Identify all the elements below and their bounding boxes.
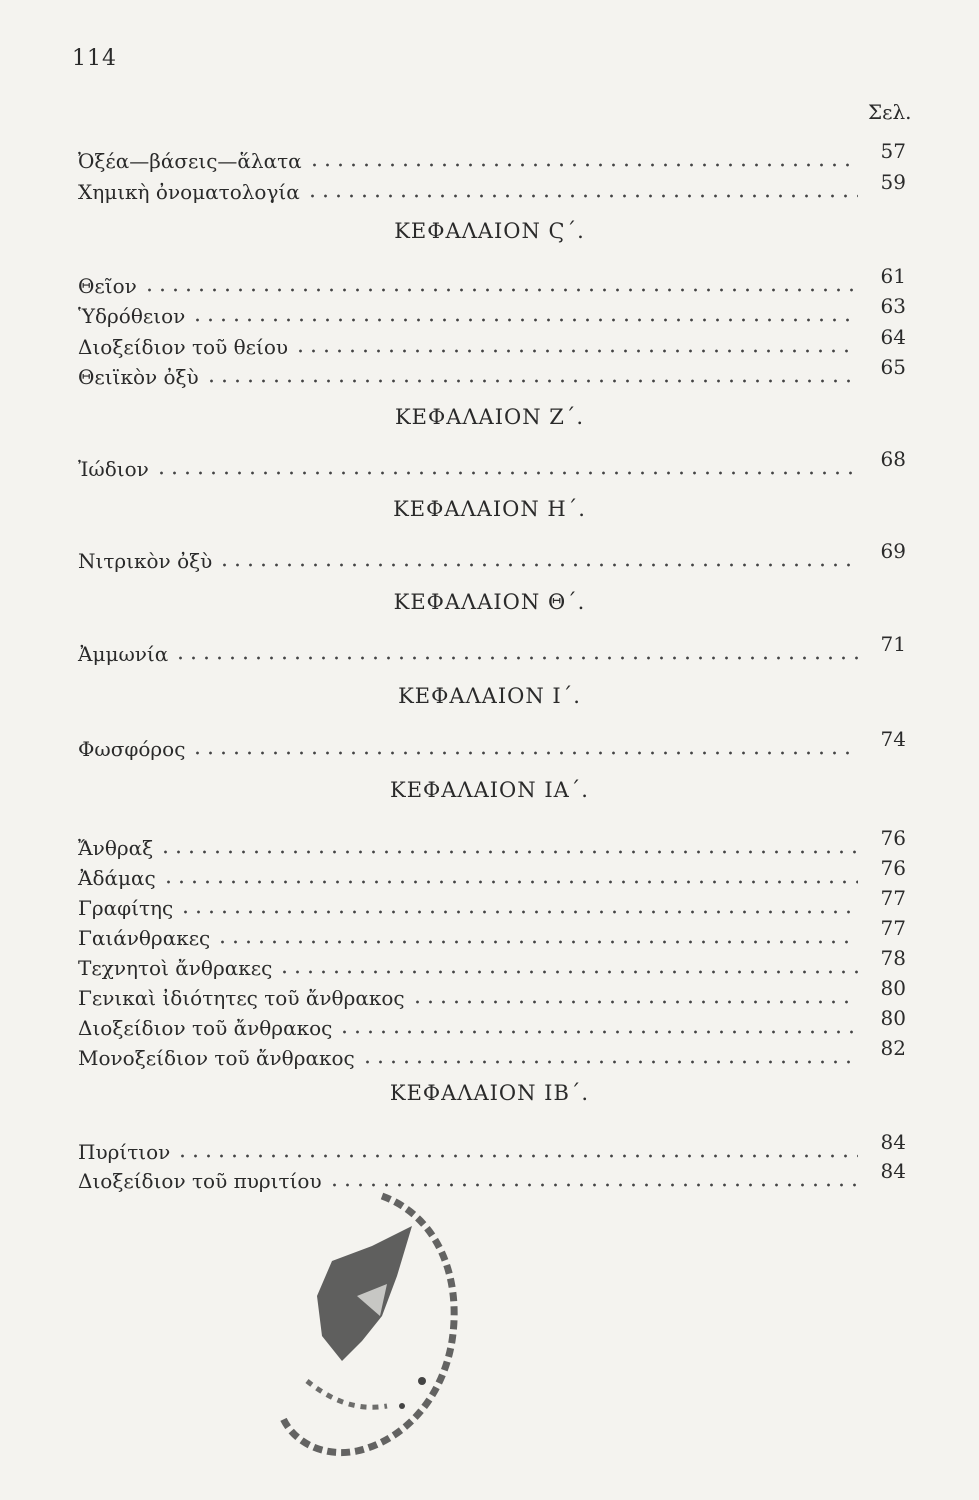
dot-leader <box>218 563 858 567</box>
toc-entry-title: Διοξείδιον τοῦ πυριτίου <box>78 1169 322 1193</box>
toc-entry-page: 80 <box>880 1006 906 1030</box>
chapter-heading: ΚΕΦΑΛΑΙΟΝ ΙΒ΄. <box>389 1081 590 1105</box>
dot-leader <box>174 656 858 660</box>
chapter-heading: ΚΕΦΑΛΑΙΟΝ Ϛ΄. <box>394 219 585 243</box>
toc-entry-page: 84 <box>880 1159 906 1183</box>
dot-leader <box>308 163 858 167</box>
toc-entry-title: Διοξείδιον τοῦ θείου <box>78 335 289 359</box>
toc-entry-page: 63 <box>880 294 906 318</box>
toc-entry-page: 59 <box>880 170 906 194</box>
dot-leader <box>191 318 858 322</box>
dot-leader <box>216 940 858 944</box>
toc-entry <box>78 886 906 920</box>
toc-entry-title: Ὑδρόθειον <box>78 304 186 328</box>
library-stamp <box>262 1166 472 1466</box>
toc-entry <box>78 139 906 173</box>
toc-entry-title: Τεχνητοὶ ἄνθρακες <box>78 956 273 980</box>
page-number: 114 <box>72 46 117 71</box>
toc-entry-title: Θεῖον <box>78 274 137 298</box>
chapter-heading: ΚΕΦΑΛΑΙΟΝ Ζ΄. <box>394 405 585 429</box>
dot-leader <box>361 1060 858 1064</box>
toc-entry-page: 74 <box>880 727 906 751</box>
toc-entry-title: Ἄνθραξ <box>78 836 154 860</box>
toc-entry-page: 84 <box>880 1130 906 1154</box>
toc-entry-title: Ἀδάμας <box>78 866 156 890</box>
toc-entry <box>78 1036 906 1070</box>
dot-leader <box>159 850 858 854</box>
toc-entry <box>78 916 906 950</box>
toc-entry-page: 64 <box>880 325 906 349</box>
dot-leader <box>306 194 858 198</box>
toc-entry <box>78 170 906 204</box>
dot-leader <box>176 1154 858 1158</box>
toc-entry-title: Ὀξέα—βάσεις—ἅλατα <box>78 149 302 173</box>
toc-entry-page: 80 <box>880 976 906 1000</box>
toc-entry <box>78 294 906 328</box>
chapter-heading: ΚΕΦΑΛΑΙΟΝ Ι΄. <box>398 684 581 708</box>
toc-entry-title: Πυρίτιον <box>78 1140 171 1164</box>
toc-entry <box>78 1130 906 1164</box>
toc-entry-page: 57 <box>880 139 906 163</box>
chapter-heading: ΚΕΦΑΛΑΙΟΝ Η΄. <box>393 497 586 521</box>
toc-entry <box>78 976 906 1010</box>
toc-entry-title: Ἰώδιον <box>78 457 149 481</box>
toc-entry-title: Θειϊκὸν ὀξὺ <box>78 365 199 389</box>
toc-entry <box>78 1159 906 1193</box>
dot-leader <box>162 880 858 884</box>
chapter-heading: ΚΕΦΑΛΑΙΟΝ ΙΑ΄. <box>390 778 589 802</box>
toc-entry-title: Γραφίτης <box>78 896 174 920</box>
toc-entry-title: Γενικαὶ ἰδιότητες τοῦ ἄνθρακος <box>78 986 405 1010</box>
toc-entry-page: 76 <box>880 826 906 850</box>
toc-entry-page: 65 <box>880 355 906 379</box>
toc-entry-page: 82 <box>880 1036 906 1060</box>
page-column-label: Σελ. <box>868 100 912 124</box>
toc-entry-title: Φωσφόρος <box>78 737 186 761</box>
toc-entry <box>78 539 906 573</box>
toc-entry-page: 68 <box>880 447 906 471</box>
dot-leader <box>179 910 858 914</box>
toc-entry-title: Διοξείδιον τοῦ ἄνθρακος <box>78 1016 333 1040</box>
toc-entry-title: Ἀμμωνία <box>78 642 169 666</box>
dot-leader <box>191 751 858 755</box>
dot-leader <box>338 1030 858 1034</box>
dot-leader <box>411 1000 858 1004</box>
toc-entry <box>78 447 906 481</box>
toc-entry <box>78 325 906 359</box>
dot-leader <box>205 379 858 383</box>
toc-entry-page: 71 <box>880 632 906 656</box>
toc-entry-page: 69 <box>880 539 906 563</box>
toc-entry <box>78 946 906 980</box>
dot-leader <box>155 471 858 475</box>
dot-leader <box>278 970 858 974</box>
toc-entry <box>78 264 906 298</box>
toc-entry <box>78 632 906 666</box>
toc-entry-title: Μονοξείδιον τοῦ ἄνθρακος <box>78 1046 355 1070</box>
toc-entry-page: 76 <box>880 856 906 880</box>
toc-entry <box>78 1006 906 1040</box>
toc-entry-page: 77 <box>880 886 906 910</box>
toc-entry <box>78 826 906 860</box>
toc-entry <box>78 856 906 890</box>
toc-entry-page: 77 <box>880 916 906 940</box>
toc-entry <box>78 727 906 761</box>
toc-entry-title: Νιτρικὸν ὀξὺ <box>78 549 213 573</box>
dot-leader <box>143 288 858 292</box>
chapter-heading: ΚΕΦΑΛΑΙΟΝ Θ΄. <box>393 590 586 614</box>
toc-entry-page: 61 <box>880 264 906 288</box>
toc-entry-page: 78 <box>880 946 906 970</box>
toc-entry <box>78 355 906 389</box>
dot-leader <box>294 349 858 353</box>
toc-entry-title: Χημικὴ ὀνοματολογία <box>78 180 300 204</box>
toc-entry-title: Γαιάνθρακες <box>78 926 211 950</box>
